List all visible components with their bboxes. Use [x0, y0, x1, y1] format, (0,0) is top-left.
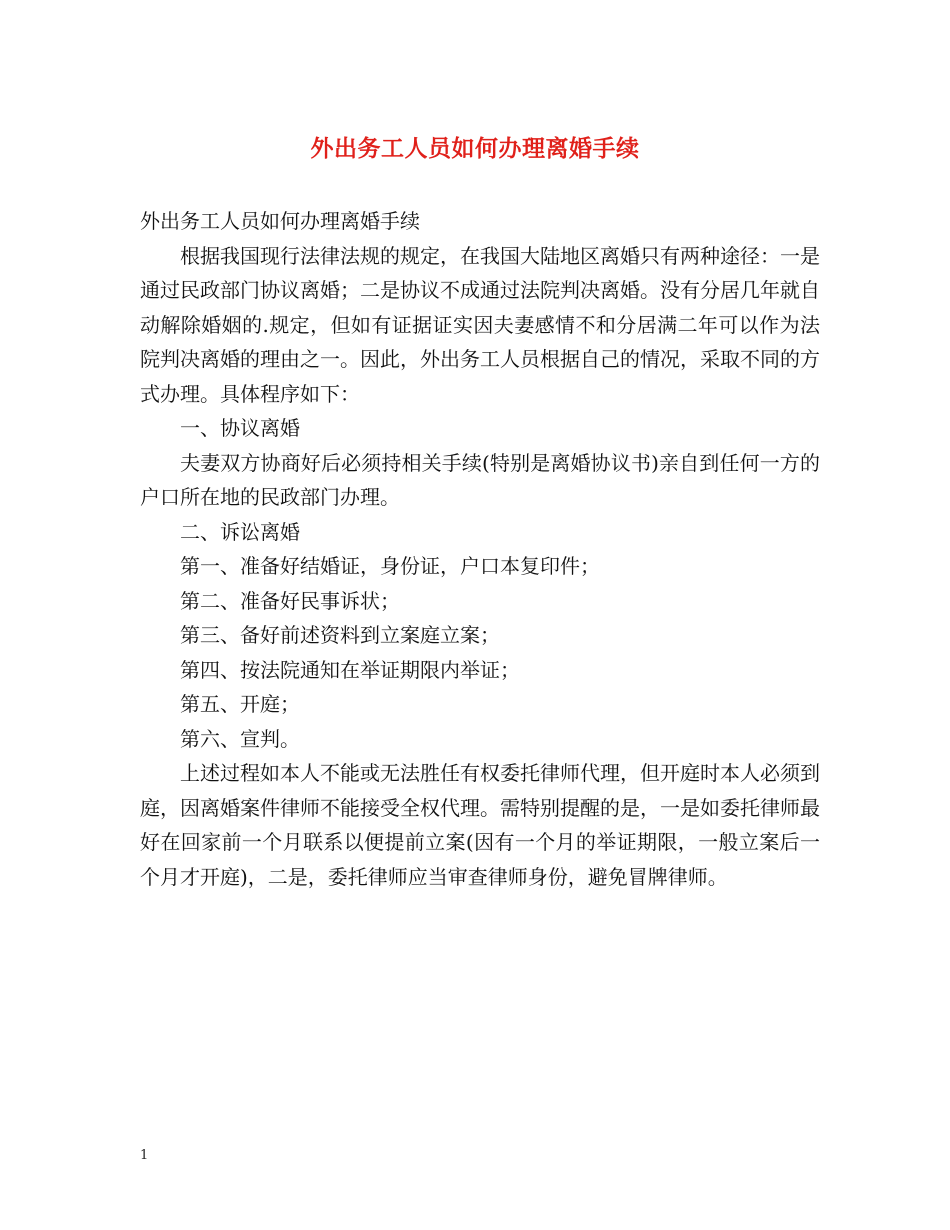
- step-1: 第一、准备好结婚证，身份证，户口本复印件；: [180, 554, 600, 578]
- step-5: 第五、开庭；: [180, 692, 300, 716]
- step-3: 第三、备好前述资料到立案庭立案；: [180, 623, 500, 647]
- page-number: 1: [140, 1148, 149, 1163]
- paragraph-agreement-divorce: 夫妻双方协商好后必须持相关手续(特别是离婚协议书)亲自到任何一方的户口所在地的民政部门办理。: [140, 450, 820, 509]
- step-2: 第二、准备好民事诉状；: [180, 588, 400, 613]
- section-heading-agreement-divorce: 一、协议离婚: [180, 416, 300, 440]
- section-heading-litigation-divorce: 二、诉讼离婚: [180, 519, 300, 544]
- step-6: 第六、宣判。: [180, 726, 300, 751]
- paragraph-intro: 根据我国现行法律法规的规定，在我国大陆地区离婚只有两种途径：一是通过民政部门协议离婚；二是协议不成通过法院判决离婚。没有分居几年就自动解除婚姻的.规定，但如有证据证实因夫妻感情不和分居满二年可以作为法院判决离婚的理由之一。因此，外出务工人员根据自己的情况，采取不同的方式办理。具体程序如下：: [140, 243, 820, 406]
- document-body: [140, 204, 820, 894]
- document-title: 外出务工人员如何办理离婚手续: [310, 135, 640, 162]
- step-4: 第四、按法院通知在举证期限内举证；: [180, 657, 520, 682]
- paragraph-subtitle: 外出务工人员如何办理离婚手续: [140, 209, 420, 233]
- paragraph-notes: 上述过程如本人不能或无法胜任有权委托律师代理，但开庭时本人必须到庭，因离婚案件律师不能接受全权代理。需特别提醒的是，一是如委托律师最好在回家前一个月联系以便提前立案(因有一个月的举证期限，一般立案后一个月才开庭)，二是，委托律师应当审查律师身份，避免冒牌律师。: [140, 761, 820, 889]
